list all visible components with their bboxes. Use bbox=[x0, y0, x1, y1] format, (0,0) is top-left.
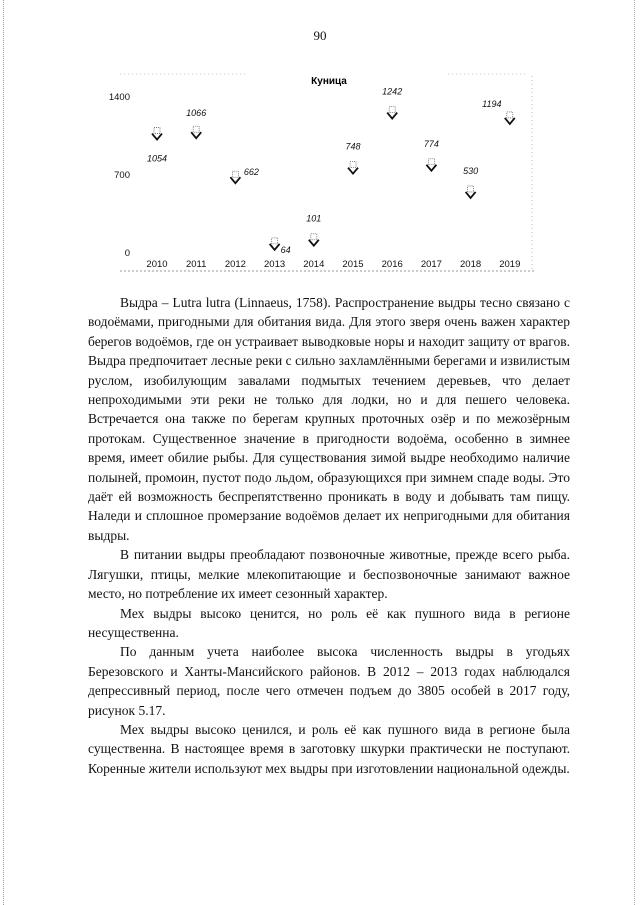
down-arrow-icon bbox=[270, 244, 280, 250]
point-marker bbox=[466, 186, 476, 198]
paragraph-otter-census: По данным учета наиболее высока численность выдры в угодьях Березовского и Ханты-Мансийского районов. В 2012 – 2013 годах наблюдался депрессивный период, после чего отмечен подъем до 3805 особей в 2017 году, рисунок 5.17. bbox=[88, 644, 570, 718]
down-arrow-icon bbox=[387, 113, 397, 119]
down-arrow-icon bbox=[348, 168, 358, 174]
data-labels bbox=[147, 87, 501, 255]
down-arrow-icon bbox=[505, 118, 515, 124]
point-marker bbox=[348, 162, 358, 174]
y-tick-label: 0 bbox=[124, 248, 130, 259]
paragraph-otter-fur-history: Мех выдры высоко ценился, и роль её как пушного вида в регионе была существенна. В настоящее время в заготовку шкурки практически не поступают. Коренные жители используют мех выдры при изготовлении национальной одежды. bbox=[88, 721, 570, 776]
data-label: 1066 bbox=[186, 108, 207, 119]
marker-stem bbox=[272, 238, 278, 244]
paragraph-otter-habitat: Выдра – Lutra lutra (Linnaeus, 1758). Распространение выдры тесно связано с водоёмами, пригодными для обитания вида. Для этого зверя очень важен характер берегов водоёмов, где он устраивает выводковые норы и находит защиту от врагов. Выдра предпочитает лесные реки с сильно захламлёнными берегами и извилистым руслом, изобилующим завалами подмытых течением деревьев, что делает непроходимыми эти реки не только для лодки, но и для пешего человека. Встречается она также по берегам крупных проточных озёр и по межозёрным протокам. Существенное значение в пригодности водоёма, особенно в зимнее время, имеет обилие рыбы. Для существования зимой выдре необходимо наличие полыней, промоин, пустот подо льдом, образующихся при зимнем спаде воды. Это даёт ей возможность беспрепятственно проникать в воду и добывать там пищу. Наледи и сплошное промерзание водоёмов делает их непригодными для обитания выдры. bbox=[88, 295, 570, 543]
down-arrow-icon bbox=[426, 165, 436, 171]
paragraph-otter-diet: В питании выдры преобладают позвоночные животные, прежде всего рыба. Лягушки, птицы, мелкие млекопитающие и беспозвоночные занимают важное место, но потребление их имеет сезонный характер. bbox=[88, 547, 570, 602]
point-marker bbox=[505, 112, 515, 124]
x-tick-label: 2017 bbox=[420, 259, 442, 270]
x-tick-label: 2015 bbox=[342, 259, 364, 270]
x-tick-label: 2010 bbox=[146, 259, 168, 270]
x-axis-ticks bbox=[146, 259, 520, 270]
point-marker bbox=[426, 159, 436, 171]
down-arrow-icon bbox=[191, 132, 201, 138]
chart-canvas bbox=[108, 64, 538, 276]
down-arrow-icon bbox=[230, 177, 240, 183]
paragraph-otter-fur-value: Мех выдры высоко ценится, но роль её как пушного вида в регионе несущественна. bbox=[88, 605, 570, 640]
data-label: 1194 bbox=[482, 98, 502, 109]
x-tick-label: 2016 bbox=[381, 259, 403, 270]
marker-stem bbox=[389, 107, 395, 113]
down-arrow-icon bbox=[309, 240, 319, 246]
data-label: 101 bbox=[306, 213, 322, 224]
x-tick-label: 2012 bbox=[224, 259, 246, 270]
marker-stem bbox=[154, 128, 160, 134]
data-label: 1054 bbox=[146, 153, 168, 164]
data-label: 530 bbox=[463, 165, 479, 176]
x-tick-label: 2014 bbox=[303, 259, 325, 270]
x-tick-label: 2013 bbox=[264, 259, 286, 270]
y-tick-label: 1400 bbox=[108, 92, 130, 103]
x-tick-label: 2019 bbox=[499, 259, 521, 270]
point-marker bbox=[387, 107, 397, 119]
page-number: 90 bbox=[313, 28, 327, 43]
y-tick-label: 700 bbox=[114, 170, 130, 181]
data-label: 662 bbox=[243, 167, 259, 178]
marker-stem bbox=[232, 171, 238, 177]
marker-stem bbox=[468, 186, 474, 192]
data-label: 1242 bbox=[382, 86, 403, 97]
data-label: 64 bbox=[280, 244, 291, 255]
point-marker bbox=[191, 126, 201, 138]
down-arrow-icon bbox=[466, 192, 476, 198]
point-marker bbox=[270, 238, 280, 250]
point-marker bbox=[152, 128, 162, 140]
point-marker bbox=[230, 171, 240, 183]
down-arrow-icon bbox=[152, 134, 162, 140]
marker-stem bbox=[311, 234, 317, 240]
marker-stem bbox=[350, 162, 356, 168]
marten-chart bbox=[108, 64, 538, 276]
x-tick-label: 2011 bbox=[185, 259, 207, 270]
body-text bbox=[88, 293, 570, 778]
y-axis-ticks bbox=[109, 92, 130, 259]
scan-edge-left bbox=[3, 0, 5, 905]
marker-stem bbox=[428, 159, 434, 165]
data-points bbox=[152, 107, 515, 250]
x-tick-label: 2018 bbox=[460, 259, 482, 270]
marker-stem bbox=[193, 126, 199, 132]
point-marker bbox=[309, 234, 319, 246]
data-label: 774 bbox=[423, 138, 439, 149]
scan-edge-right bbox=[634, 0, 636, 905]
marker-stem bbox=[507, 112, 513, 118]
data-label: 748 bbox=[345, 141, 361, 152]
chart-title: Куница bbox=[311, 76, 347, 87]
